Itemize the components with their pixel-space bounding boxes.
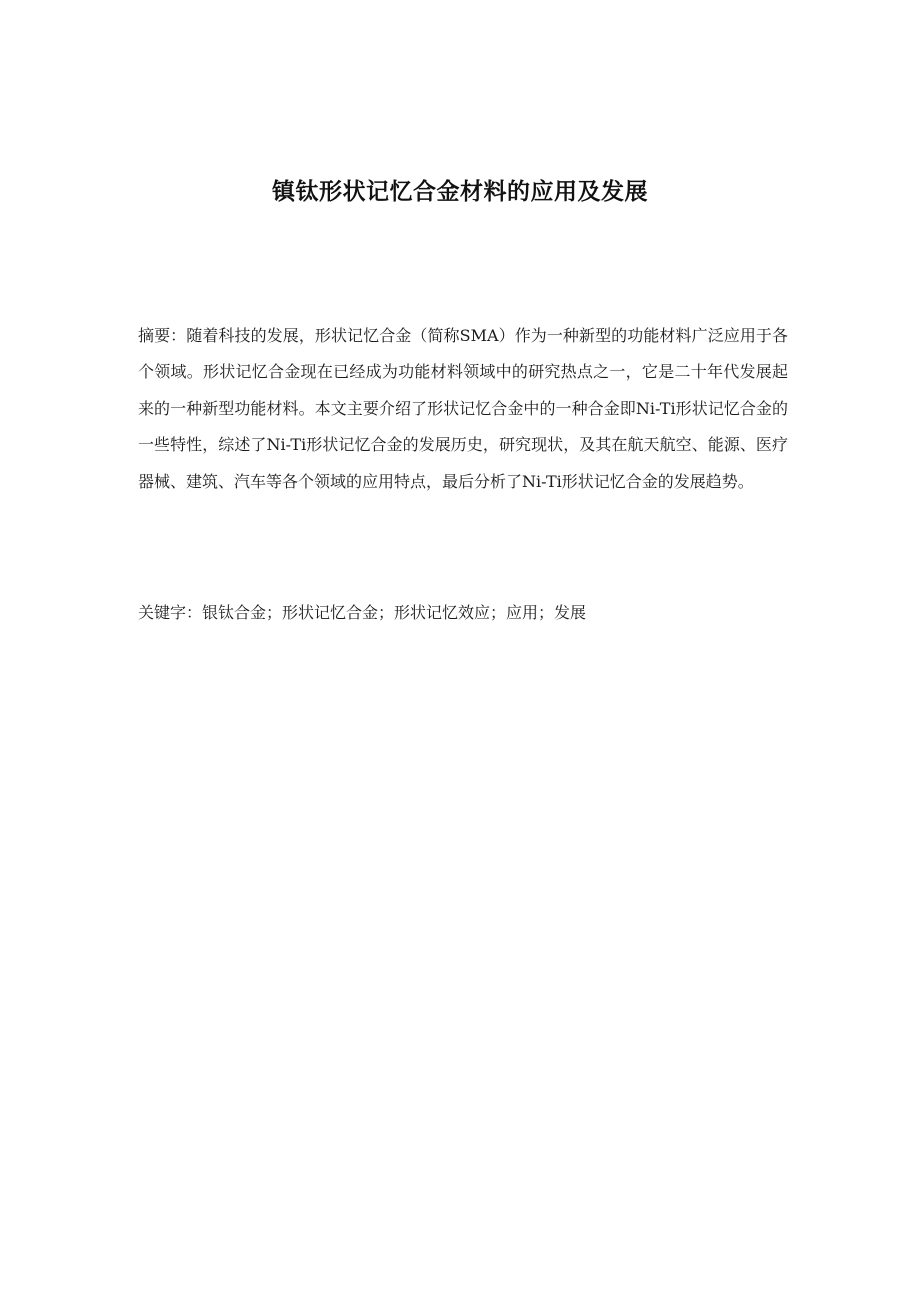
abstract-paragraph — [138, 318, 788, 500]
keywords-text: 银钛合金；形状记忆合金；形状记忆效应；应用；发展 — [202, 603, 587, 622]
keywords-label: 关键字： — [138, 603, 203, 622]
document-title: 镇钛形状记忆合金材料的应用及发展 — [272, 179, 648, 205]
abstract-label: 摘要： — [138, 326, 187, 345]
abstract-text: 随着科技的发展，形状记忆合金（简称SMA）作为一种新型的功能材料广泛应用于各个领域。形状记忆合金现在已经成为功能材料领域中的研究热点之一，它是二十年代发展起来的一种新型功能材料。本文主要介绍了形状记忆合金中的一种合金即Ni-Ti形状记忆合金的一些特性，综述了Ni-Ti形状记忆合金的发展历史，研究现状，及其在航天航空、能源、医疗器械、建筑、汽车等各个领域的应用特点，最后分析了Ni-Ti形状记忆合金的发展趋势。 — [138, 326, 788, 491]
keywords-paragraph — [138, 595, 788, 631]
